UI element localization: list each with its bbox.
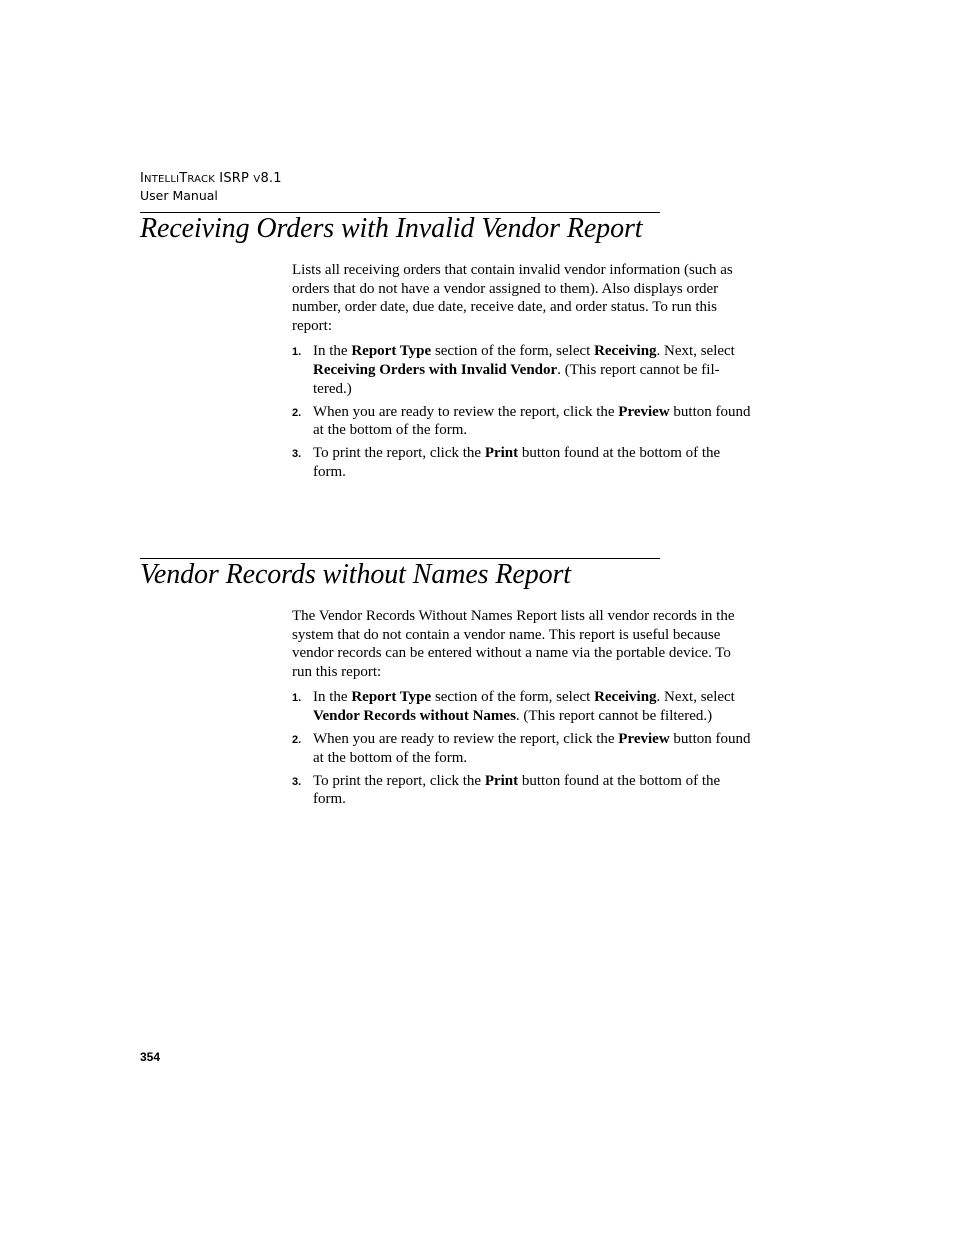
step-text: In the — [313, 343, 352, 360]
step-text: When you are ready to review the report, click the — [313, 403, 619, 420]
step-text: When you are ready to review the report, click the — [313, 731, 619, 748]
product-version: 8.1 — [260, 171, 282, 186]
section-body — [292, 607, 754, 813]
ui-term: Preview — [618, 403, 670, 420]
running-header — [140, 170, 282, 204]
step-item — [292, 403, 754, 440]
section-body — [292, 261, 754, 486]
step-item — [292, 772, 754, 809]
ui-term: Vendor Records without Names — [313, 707, 516, 724]
step-item — [292, 688, 754, 725]
step-text: . Next, select — [656, 689, 735, 706]
ui-term: Report Type — [351, 689, 432, 706]
ui-term: Preview — [618, 731, 670, 748]
step-text: button found at the bottom of the form. — [313, 445, 721, 480]
step-item — [292, 444, 754, 481]
step-text: In the — [313, 689, 352, 706]
step-item — [292, 730, 754, 767]
ui-term: Receiving — [594, 343, 657, 360]
step-number: 3. — [292, 448, 302, 461]
step-number: 2. — [292, 406, 302, 419]
product-name — [140, 170, 282, 188]
steps-list — [292, 688, 754, 809]
step-text: section of the form, select — [431, 689, 595, 706]
ui-term: Report Type — [351, 343, 432, 360]
step-text: . (This report cannot be fil-tered.) — [313, 361, 720, 397]
steps-list — [292, 342, 754, 481]
step-text: button found at the bottom of the form. — [313, 731, 751, 766]
step-item — [292, 342, 754, 398]
section-intro: The Vendor Records Without Names Report lists all vendor records in the system that do not contain a vendor name. This report is useful because vendor records can be entered without a name via the portable device. To run this report: — [292, 608, 735, 680]
step-text: section of the form, select — [431, 343, 595, 360]
ui-term: Receiving Orders with Invalid Vendor — [313, 361, 558, 378]
step-text: button found at the bottom of the form. — [313, 772, 721, 808]
page-number: 354 — [140, 1050, 161, 1064]
product-name-part: RACK — [187, 174, 215, 185]
section-vendor-records-without-names — [140, 558, 754, 591]
section-receiving-orders-invalid-vendor — [140, 212, 754, 245]
ui-term: Print — [484, 772, 519, 789]
step-text: . (This report cannot be filtered.) — [515, 707, 713, 724]
section-title: Receiving Orders with Invalid Vendor Report — [140, 213, 643, 244]
step-number: 1. — [292, 346, 302, 359]
product-name-part: NTELLI — [144, 174, 180, 185]
product-name-part: I — [140, 171, 145, 186]
step-number: 1. — [292, 692, 302, 705]
step-text: To print the report, click the — [313, 445, 485, 462]
product-name-part: T — [179, 171, 188, 186]
ui-term: Print — [484, 445, 519, 462]
step-text: . Next, select — [656, 343, 735, 360]
manual-label: User Manual — [140, 188, 218, 203]
section-title: Vendor Records without Names Report — [140, 559, 571, 590]
step-text: button found at the bottom of the form. — [313, 403, 751, 439]
step-number: 3. — [292, 775, 302, 788]
section-intro: Lists all receiving orders that contain invalid vendor information (such as orders that do not have a vendor assigned to them). Also displays order number, order date, due date, receive date, and order status. To run this report: — [292, 262, 733, 334]
product-version-prefix: V — [253, 174, 261, 185]
ui-term: Receiving — [594, 689, 657, 706]
step-text: To print the report, click the — [313, 772, 485, 789]
product-name-part: ISRP — [214, 171, 254, 186]
step-number: 2. — [292, 734, 302, 747]
